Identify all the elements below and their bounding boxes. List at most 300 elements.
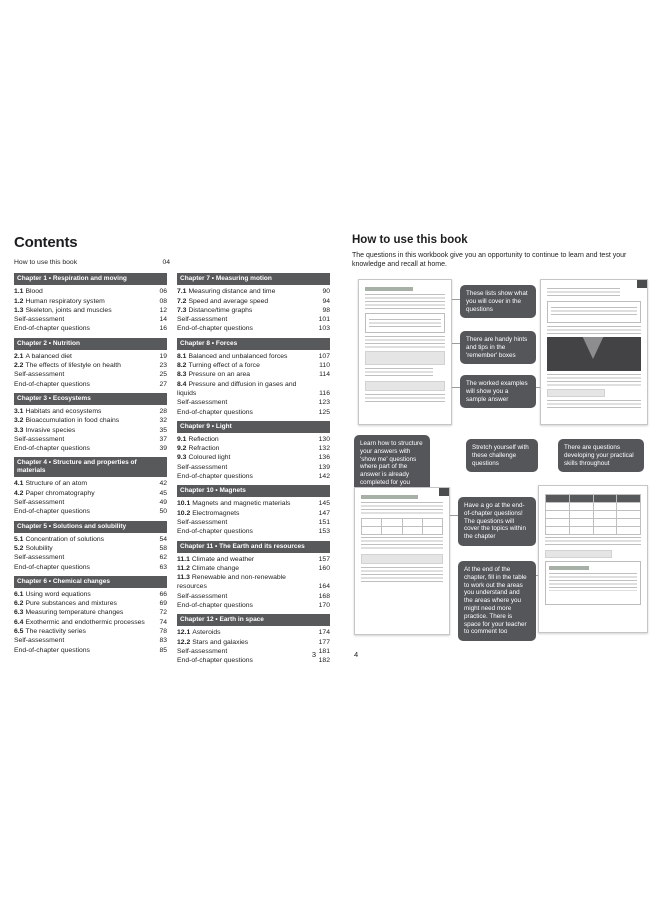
toc-item-page: 136 <box>318 454 330 462</box>
chapter-items <box>177 287 330 333</box>
toc-item-page: 16 <box>159 325 167 333</box>
toc-item-label: Self-assessment <box>14 554 65 562</box>
toc-item-label: Asteroids <box>192 629 221 637</box>
toc-item-page: 101 <box>318 316 330 324</box>
toc-row <box>14 352 167 361</box>
toc-item-label-wrap <box>14 370 156 379</box>
toc-item-number: 6.2 <box>14 600 24 608</box>
toc-item-label: End-of-chapter questions <box>177 657 253 665</box>
toc-item-page: 28 <box>159 407 167 415</box>
toc-item-number: 4.1 <box>14 480 24 488</box>
toc-row <box>177 592 330 601</box>
toc-row <box>14 498 167 507</box>
toc-row <box>14 297 167 306</box>
toc-item-page: 35 <box>159 426 167 434</box>
toc-item-page: 72 <box>159 609 167 617</box>
thumbnail-small-table <box>361 518 443 535</box>
toc-item-page: 14 <box>159 316 167 324</box>
toc-item-page: 170 <box>318 602 330 610</box>
toc-row <box>14 416 167 425</box>
toc-item-page: 157 <box>318 555 330 563</box>
toc-item-label-wrap <box>14 315 156 324</box>
thumbnail-text-lines <box>365 294 445 310</box>
toc-item-label-wrap <box>177 573 316 592</box>
toc-item-page: 58 <box>159 544 167 552</box>
toc-item-page: 54 <box>159 535 167 543</box>
toc-item-label-wrap <box>177 518 316 527</box>
toc-row <box>177 573 330 592</box>
toc-item-page: 06 <box>159 288 167 296</box>
toc-item-number: 7.3 <box>177 306 187 314</box>
toc-item-label: Bioaccumulation in food chains <box>25 417 120 425</box>
thumbnail-hint-box <box>547 389 605 397</box>
chapter-items <box>177 352 330 417</box>
toc-row <box>14 380 167 389</box>
toc-item-number: 1.3 <box>14 306 24 314</box>
thumbnail-answer-box <box>365 381 445 391</box>
chapter-items <box>14 479 167 516</box>
callout-fill-in-table: At the end of the chapter, fill in the table to work out the areas you understand and the areas where you might need more practice. There is space for your teacher to comment too <box>458 561 536 641</box>
toc-row <box>177 435 330 444</box>
toc-item-page: 142 <box>318 473 330 481</box>
toc-item-page: 145 <box>318 500 330 508</box>
toc-item-page: 107 <box>318 352 330 360</box>
toc-row <box>14 618 167 627</box>
thumbnail-page-badge <box>637 280 647 288</box>
thumbnail-teacher-comment-box <box>545 561 641 605</box>
toc-row <box>14 489 167 498</box>
toc-item-label: Self-assessment <box>177 399 228 407</box>
toc-item-label: How to use this book <box>14 259 78 266</box>
toc-item-number: 8.1 <box>177 352 187 360</box>
connector-line <box>452 343 460 344</box>
toc-item-label: Climate and weather <box>191 555 255 563</box>
toc-item-label-wrap <box>177 352 316 361</box>
toc-item-label: Coloured light <box>188 454 231 462</box>
contents-title: Contents <box>14 234 78 251</box>
toc-item-page: 98 <box>322 306 330 314</box>
toc-item-label: Measuring temperature changes <box>25 609 124 617</box>
connector-line <box>452 299 460 300</box>
toc-item-number: 5.2 <box>14 544 24 552</box>
toc-item-page: 94 <box>322 297 330 305</box>
chapter-section <box>177 541 330 611</box>
toc-item-page: 164 <box>318 583 330 591</box>
toc-item-number: 10.1 <box>177 500 191 508</box>
contents-page <box>14 234 330 666</box>
chapter-items <box>14 535 167 572</box>
thumbnail-text-lines <box>361 567 443 583</box>
chapter-header: Chapter 6 • Chemical changes <box>14 576 167 588</box>
annotated-figure <box>352 275 648 655</box>
toc-row <box>177 398 330 407</box>
toc-item-label: Self-assessment <box>14 371 65 379</box>
toc-item-label: Using word equations <box>25 590 91 598</box>
toc-item-page: 25 <box>159 371 167 379</box>
toc-row <box>177 518 330 527</box>
chapter-section <box>177 485 330 536</box>
toc-item-label-wrap <box>14 435 156 444</box>
chapter-section <box>177 273 330 333</box>
toc-row <box>177 647 330 656</box>
chapter-section <box>14 521 167 572</box>
toc-item-label: Stars and galaxies <box>192 638 249 646</box>
contents-column-2 <box>177 269 330 665</box>
toc-item-page: 37 <box>159 435 167 443</box>
toc-item-label: Self-assessment <box>177 463 228 471</box>
toc-item-number: 11.2 <box>177 564 190 572</box>
thumbnail-heading-bar <box>361 495 418 499</box>
toc-item-label: Skeleton, joints and muscles <box>25 306 112 314</box>
toc-item-label: Pressure and diffusion in gases and liquids <box>177 380 297 397</box>
chapter-items <box>14 407 167 453</box>
toc-item-page: 50 <box>159 508 167 516</box>
toc-item-number: 2.2 <box>14 362 24 370</box>
toc-item-page: 132 <box>318 445 330 453</box>
toc-item-label: Pressure on an area <box>188 371 251 379</box>
thumbnail-text-lines <box>369 319 441 327</box>
chapter-header: Chapter 7 • Measuring motion <box>177 273 330 285</box>
thumbnail-text-lines <box>365 368 433 378</box>
toc-item-label-wrap <box>177 499 316 508</box>
toc-item-page: 42 <box>159 480 167 488</box>
toc-item-label-wrap <box>177 370 316 379</box>
toc-row <box>14 324 167 333</box>
toc-item-label-wrap <box>177 601 316 610</box>
toc-item-number: 3.1 <box>14 407 24 415</box>
toc-row <box>177 656 330 665</box>
toc-item-label-wrap <box>177 555 316 564</box>
toc-item-page: 153 <box>318 528 330 536</box>
toc-item-page: 69 <box>159 600 167 608</box>
book-spread <box>14 234 648 666</box>
toc-item-number: 9.3 <box>177 454 187 462</box>
toc-item-page: 12 <box>159 306 167 314</box>
thumbnail-text-lines <box>361 502 443 516</box>
toc-row <box>177 472 330 481</box>
toc-row <box>14 361 167 370</box>
contents-column-1 <box>14 269 167 665</box>
toc-item-label-wrap <box>14 407 156 416</box>
connector-line <box>450 515 458 516</box>
toc-item-number: 12.2 <box>177 638 191 646</box>
toc-item-page: 39 <box>159 445 167 453</box>
toc-item-page: 139 <box>318 463 330 471</box>
toc-row <box>177 555 330 564</box>
toc-item-label: End-of-chapter questions <box>14 646 90 654</box>
toc-item-label-wrap <box>177 472 316 481</box>
how-to-intro: The questions in this workbook give you an opportunity to continue to learn and test your knowledge and recall at home. <box>352 252 627 268</box>
toc-item-label-wrap <box>14 618 156 627</box>
chapter-header: Chapter 8 • Forces <box>177 338 330 350</box>
toc-item-page: 147 <box>318 509 330 517</box>
toc-item-number: 11.1 <box>177 555 190 563</box>
toc-item-label-wrap <box>14 498 156 507</box>
toc-row <box>14 407 167 416</box>
toc-item-label-wrap <box>14 563 156 572</box>
toc-row <box>14 553 167 562</box>
toc-item-page: 130 <box>318 435 330 443</box>
toc-item-label-wrap <box>14 258 159 267</box>
toc-item-number: 12.1 <box>177 629 191 637</box>
toc-item-label: Balanced and unbalanced forces <box>188 352 288 360</box>
toc-item-number: 3.2 <box>14 417 24 425</box>
toc-item-number: 8.3 <box>177 371 187 379</box>
toc-item-label-wrap <box>14 444 156 453</box>
toc-row <box>177 315 330 324</box>
toc-item-label: Turning effect of a force <box>188 362 260 370</box>
toc-item-label-wrap <box>177 306 319 315</box>
thumbnail-text-lines <box>365 394 445 404</box>
chapter-header: Chapter 11 • The Earth and its resources <box>177 541 330 553</box>
sample-page-thumbnail-end-of-chapter <box>354 487 450 635</box>
toc-row <box>14 535 167 544</box>
toc-item-label: Speed and average speed <box>188 297 269 305</box>
thumbnail-text-lines <box>545 537 641 547</box>
toc-item-page: 08 <box>159 297 167 305</box>
toc-row <box>14 608 167 617</box>
thumbnail-answer-box <box>361 554 443 564</box>
toc-item-label: Blood <box>25 288 43 296</box>
toc-item-number: 9.2 <box>177 445 187 453</box>
toc-item-label-wrap <box>14 380 156 389</box>
toc-item-label-wrap <box>177 638 316 647</box>
toc-row <box>177 352 330 361</box>
toc-item-label-wrap <box>14 636 156 645</box>
toc-row <box>14 563 167 572</box>
toc-item-page: 85 <box>159 646 167 654</box>
toc-item-label-wrap <box>177 287 319 296</box>
toc-row-how-to-use <box>14 258 170 267</box>
toc-item-label: Self-assessment <box>14 499 65 507</box>
chapter-header: Chapter 1 • Respiration and moving <box>14 273 167 285</box>
toc-row <box>177 408 330 417</box>
callout-challenge-questions: Stretch yourself with these challenge questions <box>466 439 538 472</box>
chapter-items <box>177 435 330 481</box>
toc-row <box>177 499 330 508</box>
toc-item-label-wrap <box>177 509 316 518</box>
toc-item-label: The reactivity series <box>25 628 86 636</box>
toc-item-page: 45 <box>159 489 167 497</box>
toc-item-label: Pure substances and mixtures <box>25 600 117 608</box>
thumbnail-text-lines <box>549 573 637 591</box>
toc-item-label-wrap <box>177 361 316 370</box>
toc-item-label: End-of-chapter questions <box>177 473 253 481</box>
toc-item-label-wrap <box>14 426 156 435</box>
toc-item-label: End-of-chapter questions <box>177 408 253 416</box>
toc-item-label-wrap <box>14 416 156 425</box>
page-number-left: 3 <box>311 650 316 659</box>
toc-item-page: 62 <box>159 554 167 562</box>
chapter-items <box>14 590 167 655</box>
toc-item-label-wrap <box>177 463 316 472</box>
toc-row <box>177 287 330 296</box>
toc-item-label: Self-assessment <box>177 518 228 526</box>
toc-item-label-wrap <box>14 627 156 636</box>
toc-row <box>177 601 330 610</box>
toc-item-label-wrap <box>177 398 316 407</box>
toc-item-label-wrap <box>177 297 319 306</box>
toc-row <box>14 315 167 324</box>
thumbnail-chapter-badge <box>439 488 449 496</box>
toc-item-label: Renewable and non-renewable resources <box>177 574 286 591</box>
toc-item-label-wrap <box>14 306 156 315</box>
toc-row <box>14 426 167 435</box>
toc-item-label: Self-assessment <box>14 316 65 324</box>
toc-item-label-wrap <box>177 444 316 453</box>
toc-item-label-wrap <box>177 564 316 573</box>
toc-item-number: 2.1 <box>14 352 24 360</box>
toc-item-label-wrap <box>177 656 316 665</box>
toc-item-page: 66 <box>159 590 167 598</box>
sample-page-thumbnail-questions <box>358 279 452 425</box>
connector-line <box>536 387 540 388</box>
toc-item-label-wrap <box>177 453 316 462</box>
toc-item-number: 5.1 <box>14 535 24 543</box>
toc-item-number: 9.1 <box>177 435 187 443</box>
chapter-items <box>14 352 167 389</box>
toc-item-number: 11.3 <box>177 574 190 582</box>
toc-item-number: 4.2 <box>14 489 24 497</box>
toc-item-label-wrap <box>177 647 316 656</box>
toc-item-label-wrap <box>177 324 316 333</box>
toc-row <box>14 479 167 488</box>
toc-item-label-wrap <box>177 628 316 637</box>
toc-item-label: Structure of an atom <box>25 480 88 488</box>
toc-item-page: 04 <box>162 259 170 266</box>
toc-item-page: 168 <box>318 592 330 600</box>
toc-item-label: End-of-chapter questions <box>14 508 90 516</box>
toc-item-label-wrap <box>14 479 156 488</box>
toc-item-page: 114 <box>319 371 330 379</box>
toc-item-page: 181 <box>318 647 330 655</box>
thumbnail-heading-bar <box>549 566 589 570</box>
thumbnail-text-lines <box>547 374 641 386</box>
toc-row <box>14 435 167 444</box>
toc-item-label: Self-assessment <box>14 435 65 443</box>
toc-item-label: End-of-chapter questions <box>14 563 90 571</box>
toc-item-page: 182 <box>318 657 330 665</box>
toc-row <box>14 544 167 553</box>
toc-row <box>14 599 167 608</box>
toc-row <box>177 361 330 370</box>
toc-row <box>177 527 330 536</box>
toc-item-label-wrap <box>14 553 156 562</box>
toc-row <box>14 627 167 636</box>
chapter-items <box>177 628 330 665</box>
thumbnail-text-lines <box>547 400 641 410</box>
chapter-header: Chapter 3 • Ecosystems <box>14 393 167 405</box>
toc-row <box>177 297 330 306</box>
toc-row <box>177 453 330 462</box>
toc-row <box>177 628 330 637</box>
toc-item-label-wrap <box>14 489 156 498</box>
toc-item-page: 90 <box>322 288 330 296</box>
toc-row <box>14 444 167 453</box>
toc-item-number: 3.3 <box>14 426 24 434</box>
toc-item-page: 27 <box>159 380 167 388</box>
chapter-items <box>177 499 330 536</box>
toc-item-label: End-of-chapter questions <box>177 528 253 536</box>
toc-item-label: Electromagnets <box>192 509 240 517</box>
toc-item-label: Paper chromatography <box>25 489 95 497</box>
chapter-section <box>177 338 330 417</box>
callout-show-me-questions: Learn how to structure your answers with 'show me' questions where part of the answer is already completed for you <box>354 435 430 492</box>
toc-item-label-wrap <box>14 324 156 333</box>
thumbnail-text-lines <box>547 288 620 298</box>
toc-item-label-wrap <box>14 287 156 296</box>
toc-item-page: 110 <box>319 362 330 370</box>
toc-item-page: 174 <box>318 629 330 637</box>
callout-lists: These lists show what you will cover in the questions <box>460 285 536 318</box>
toc-row <box>14 590 167 599</box>
toc-item-page: 78 <box>159 628 167 636</box>
toc-item-number: 8.4 <box>177 380 187 388</box>
toc-item-label-wrap <box>177 435 316 444</box>
thumbnail-text-lines <box>547 326 641 334</box>
chapter-section <box>14 576 167 655</box>
thumbnail-question-box <box>547 301 641 323</box>
thumbnail-photo <box>547 337 641 371</box>
toc-item-label: Magnets and magnetic materials <box>192 500 291 508</box>
toc-item-number: 1.2 <box>14 297 24 305</box>
toc-item-label-wrap <box>177 527 316 536</box>
toc-row <box>177 444 330 453</box>
toc-row <box>177 324 330 333</box>
toc-item-label: Self-assessment <box>177 647 228 655</box>
toc-item-page: 74 <box>159 618 167 626</box>
toc-item-number: 6.1 <box>14 590 24 598</box>
toc-item-label-wrap <box>14 352 156 361</box>
toc-item-page: 123 <box>318 399 330 407</box>
toc-item-label-wrap <box>14 608 156 617</box>
toc-item-number: 7.1 <box>177 288 187 296</box>
chapter-section <box>177 421 330 481</box>
toc-row <box>177 564 330 573</box>
toc-item-label: Solubility <box>25 544 53 552</box>
callout-remember-boxes: There are handy hints and tips in the 'remember' boxes <box>460 331 536 364</box>
toc-item-label-wrap <box>14 599 156 608</box>
chapter-section <box>14 273 167 333</box>
toc-item-page: 151 <box>318 518 330 526</box>
toc-row <box>177 380 330 399</box>
toc-row <box>14 287 167 296</box>
toc-item-label-wrap <box>14 544 156 553</box>
toc-item-page: 116 <box>319 389 330 397</box>
toc-item-label-wrap <box>177 592 316 601</box>
toc-item-page: 125 <box>318 408 330 416</box>
callout-worked-examples: The worked examples will show you a sample answer <box>460 375 536 408</box>
toc-row <box>14 507 167 516</box>
toc-item-label: A balanced diet <box>25 352 72 360</box>
toc-row <box>177 509 330 518</box>
toc-item-label: Human respiratory system <box>25 297 105 305</box>
chapter-section <box>14 393 167 453</box>
chapter-items <box>177 555 330 611</box>
how-to-title: How to use this book <box>352 234 468 246</box>
callout-practical-skills: There are questions developing your practical skills throughout <box>558 439 644 472</box>
toc-item-label: Refraction <box>188 445 220 453</box>
chapter-header: Chapter 12 • Earth in space <box>177 614 330 626</box>
toc-row <box>177 370 330 379</box>
toc-item-label-wrap <box>177 408 316 417</box>
toc-item-label: Habitats and ecosystems <box>25 407 102 415</box>
toc-item-label: Exothermic and endothermic processes <box>25 618 145 626</box>
toc-item-label-wrap <box>14 646 156 655</box>
toc-item-number: 6.3 <box>14 609 24 617</box>
thumbnail-text-lines <box>551 307 637 317</box>
toc-item-label: Self-assessment <box>177 592 228 600</box>
